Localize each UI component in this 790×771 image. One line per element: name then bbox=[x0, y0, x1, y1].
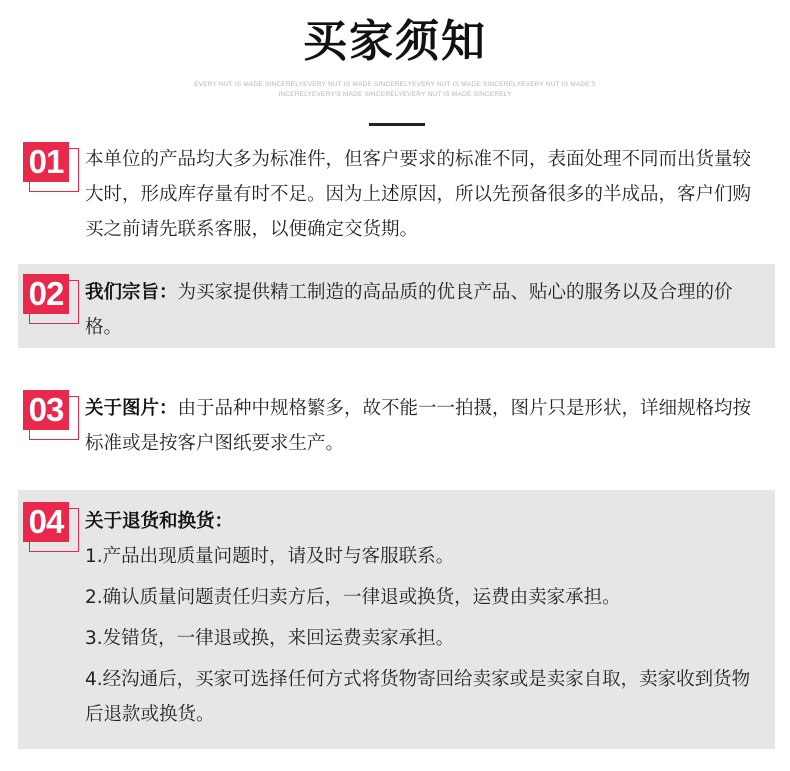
page-title: 买家须知 bbox=[303, 16, 487, 67]
page-subtitle bbox=[185, 80, 605, 100]
section-03-heading: 关于图片： bbox=[85, 398, 178, 419]
badge-number: 04 bbox=[23, 502, 69, 542]
subtitle-line-2: INCERELYEVERY'S MADE SINCERELYEVERY NUT IS MADE SINCERELY bbox=[278, 91, 512, 98]
title-divider bbox=[369, 123, 425, 126]
section-02-heading: 我们宗旨： bbox=[85, 282, 178, 303]
section-03-body: 由于品种中规格繁多，故不能一一拍摄，图片只是形状，详细规格均按标准或是按客户图纸要求生产。 bbox=[85, 398, 752, 454]
section-01-text bbox=[85, 142, 763, 247]
list-item: 3.发错货，一律退或换，来回运费卖家承担。 bbox=[85, 628, 455, 649]
list-item: 1.产品出现质量问题时，请及时与客服联系。 bbox=[85, 546, 455, 567]
subtitle-line-1: EVERY NUT IS MADE SINCERELYEVERY NUT IS MADE SINCERELYEVERY NUT IS MADE SINCERELYEVERY NUT IS MADE'S bbox=[194, 81, 596, 88]
number-badge-03 bbox=[23, 390, 73, 440]
section-03-text bbox=[85, 391, 763, 461]
section-04-heading: 关于退货和换货： bbox=[85, 511, 234, 532]
section-02-text bbox=[85, 275, 763, 345]
number-badge-02 bbox=[23, 274, 73, 324]
section-02 bbox=[18, 264, 775, 348]
section-01-body: 本单位的产品均大多为标准件，但客户要求的标准不同，表面处理不同而出货量较大时，形成库存量有时不足。因为上述原因，所以先预备很多的半成品，客户们购买之前请先联系客服，以便确定交货期。 bbox=[85, 149, 752, 240]
list-item: 4.经沟通后，买家可选择任何方式将货物寄回给卖家或是卖家自取，卖家收到货物后退款或换货。 bbox=[85, 669, 751, 725]
section-02-body: 为买家提供精工制造的高品质的优良产品、贴心的服务以及合理的价格。 bbox=[85, 282, 733, 338]
badge-number: 03 bbox=[23, 390, 69, 430]
badge-number: 02 bbox=[23, 274, 69, 314]
section-01 bbox=[18, 136, 775, 254]
number-badge-01 bbox=[23, 142, 73, 192]
badge-number: 01 bbox=[23, 142, 69, 182]
section-03 bbox=[18, 384, 775, 470]
section-04 bbox=[18, 490, 775, 749]
list-item: 2.确认质量问题责任归卖方后，一律退或换货，运费由卖家承担。 bbox=[85, 587, 621, 608]
section-04-text bbox=[85, 504, 763, 732]
number-badge-04 bbox=[23, 502, 73, 552]
